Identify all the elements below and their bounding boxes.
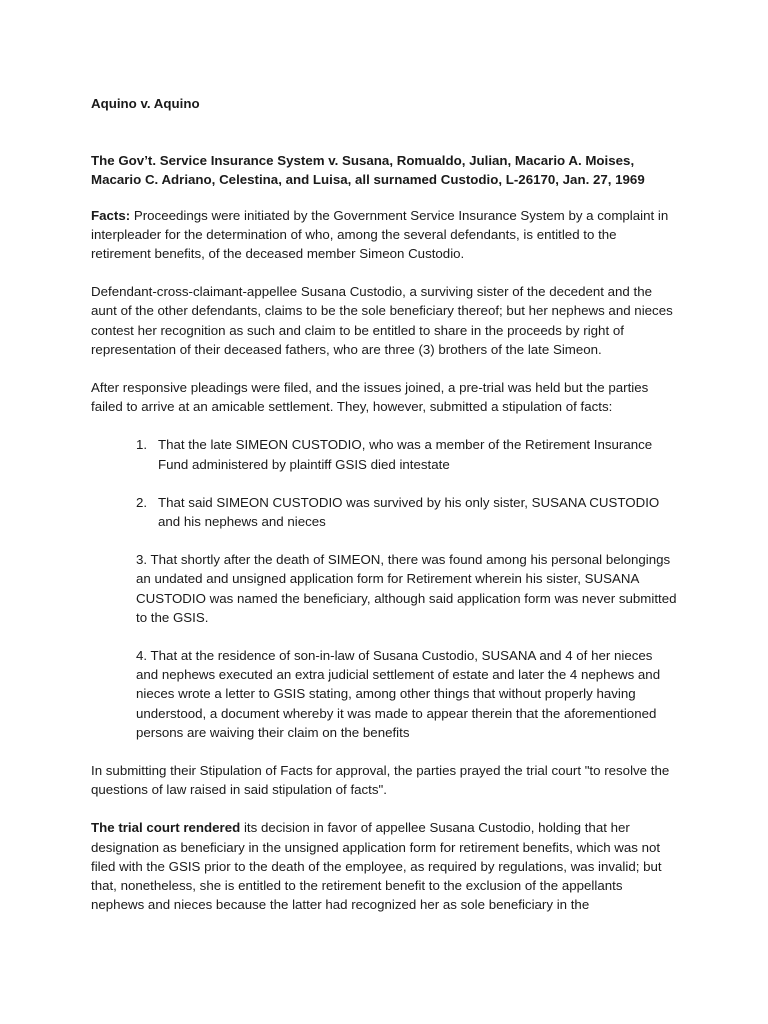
stipulation-item: [136, 493, 678, 531]
trial-court-label: The trial court rendered: [91, 820, 241, 836]
stipulation-list: [91, 435, 678, 531]
stipulation-number: 1.: [136, 437, 148, 453]
facts-label: Facts:: [91, 207, 131, 223]
defendant-paragraph: Defendant-cross-claimant-appellee Susana Custodio, a surviving sister of the decedent and the aunt of the other defendants, claims to be the sole beneficiary thereof; but her nephews and nieces contest her recognition as such and claim to be entitled to share in the proceeds by right of representation of their deceased fathers, who are three (3) brothers of the late Simeon.: [91, 284, 673, 357]
document-title: Aquino v. Aquino: [91, 96, 200, 111]
stipulation-text: That the late SIMEON CUSTODIO, who was a member of the Retirement Insurance Fund administered by plaintiff GSIS died intestate: [158, 437, 653, 472]
trial-court-paragraph: [91, 818, 678, 914]
trial-court-text: its decision in favor of appellee Susana Custodio, holding that her designation as beneficiary in the unsigned application form for retirement benefits, which was not filed with the GSIS prior to the death of the employee, as required by regulations, was invalid; but that, nonetheless, she is entitled to the retirement benefit to the exclusion of the appellants nephews and nieces because the latter had recognized her as sole beneficiary in the: [91, 820, 662, 913]
stipulation-text: That said SIMEON CUSTODIO was survived by his only sister, SUSANA CUSTODIO and his nephews and nieces: [158, 494, 660, 530]
facts-paragraph: [91, 206, 678, 264]
submitting-paragraph: In submitting their Stipulation of Facts for approval, the parties prayed the trial court "to resolve the questions of law raised in said stipulation of facts".: [91, 763, 670, 798]
stipulation-number: 2.: [136, 494, 148, 510]
facts-text: Proceedings were initiated by the Government Service Insurance System by a complaint in interpleader for the determination of who, among the several defendants, is entitled to the retirement benefits, of the deceased member Simeon Custodio.: [91, 207, 669, 262]
stipulation-4-paragraph: 4. That at the residence of son-in-law of Susana Custodio, SUSANA and 4 of her nieces and nephews executed an extra judicial settlement of estate and later the 4 nephews and nieces wrote a letter to GSIS stating, among other things that without properly having understood, a document whereby it was made to appear therein that the aforementioned persons are waiving their claim on the benefits: [136, 648, 661, 740]
stipulation-3-paragraph: 3. That shortly after the death of SIMEON, there was found among his personal belongings an undated and unsigned application form for Retirement wherein his sister, SUSANA CUSTODIO was named the beneficiary, although said application form was never submitted to the GSIS.: [136, 552, 677, 625]
case-heading: The Gov’t. Service Insurance System v. Susana, Romualdo, Julian, Macario A. Moises, Macario C. Adriano, Celestina, and Luisa, all surnamed Custodio, L-26170, Jan. 27, 1969: [91, 153, 645, 188]
pretrial-paragraph: After responsive pleadings were filed, and the issues joined, a pre-trial was held but the parties failed to arrive at an amicable settlement. They, however, submitted a stipulation of facts:: [91, 380, 649, 415]
stipulation-item: [136, 435, 678, 473]
